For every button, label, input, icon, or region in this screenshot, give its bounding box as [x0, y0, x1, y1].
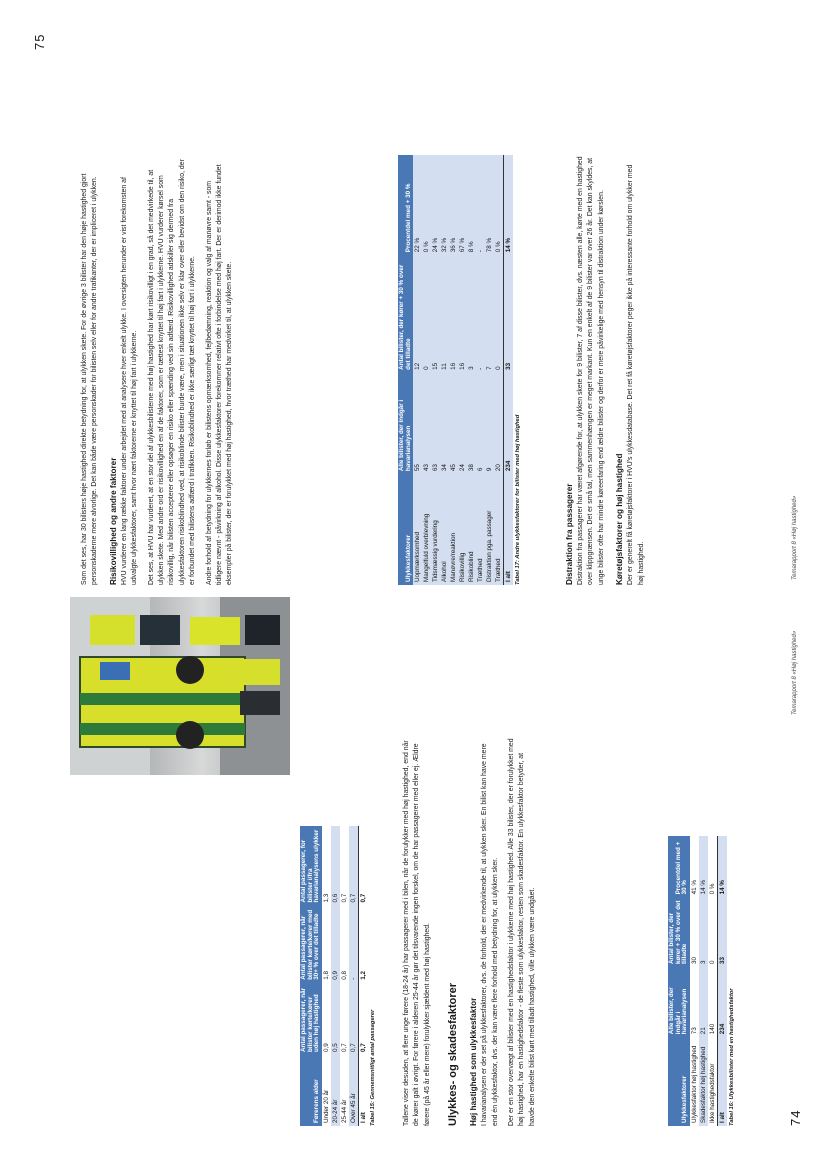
table-row	[422, 155, 431, 585]
table-header: Antal bilister, der kører + 30 % over det tilladte	[668, 897, 690, 967]
table-cell: 34	[440, 373, 449, 474]
table-total-row	[358, 826, 368, 1126]
table-row	[322, 826, 331, 1126]
table-cell: 0,7	[349, 983, 359, 1055]
table-cell: 0,8	[340, 971, 348, 980]
passenger-table	[300, 826, 368, 1126]
table-cell: 234	[717, 967, 727, 1037]
table-row	[708, 836, 718, 1126]
other-factors-table	[398, 155, 513, 585]
table-caption: Tabel 17: Andre ulykkesfaktorer for bilister med høj hastighed	[515, 414, 522, 585]
table-cell: 0,5	[331, 983, 340, 1055]
table-cell: 55	[413, 373, 422, 474]
table-cell: Manøvre/reaktion	[449, 474, 458, 585]
table-header: Ulykkesfaktorer	[668, 1037, 690, 1126]
table-cell: 73	[690, 1027, 698, 1035]
table-cell: Mangelfuld overblevning	[422, 474, 431, 585]
table-cell: 9	[485, 373, 494, 474]
table-row	[431, 155, 440, 585]
table-header: Antal bilister, der kører + 30 % over det tilladte	[398, 255, 413, 373]
table-cell: 21	[699, 967, 708, 1037]
table-cell: 0	[494, 255, 504, 373]
table-row	[699, 836, 708, 1126]
table-cell: 15	[431, 255, 440, 373]
table-cell: Ulykkesfaktor høj hastighed	[690, 1045, 698, 1123]
table-row	[349, 826, 359, 1126]
table-cell: 0,7	[358, 983, 368, 1055]
table-cell: 140	[708, 1023, 716, 1035]
table-cell: 0,7	[340, 893, 348, 903]
ambulance-photo	[70, 597, 290, 775]
hastighedsfaktor-table	[668, 836, 727, 1126]
table-cell: 78 %	[485, 155, 494, 255]
table-total-row	[504, 155, 514, 585]
table-header: Antal passagerer, når bilister kørte/kører med 30+ % over det tilladte	[300, 906, 322, 983]
left-body-text	[402, 738, 544, 1126]
table-total-row	[717, 836, 727, 1126]
paragraph: I havarianalysen er der set på ulykkesfaktorer, dvs. de forhold, der er medvirkende til, at ulykken sker. En bilist kan have mere end én ulykkesfaktor, dvs. der kan være flere forhold med betydning for, at ulykken sker.	[481, 743, 499, 1126]
table-cell: 14 %	[504, 155, 514, 255]
table-15	[300, 826, 376, 1126]
table-cell: Distraktion pga. passager	[485, 474, 494, 585]
paragraph: Som det ses, har 30 bilisters høje hastighed direkte betydning for, at ulykken skete. For de øvrige 3 bilister har den høje hastighed gjort personskaderne mere alvorlige. Det kan både være personskader for bilisten selv eller for andre trafikanter, der er impliceret i ulykken.	[81, 173, 99, 585]
table-cell: 43	[422, 373, 431, 474]
table-17	[398, 155, 521, 585]
table-row	[690, 836, 699, 1126]
right-body-text	[80, 155, 242, 585]
table-cell: 0,7	[340, 1043, 348, 1053]
table-cell: Tidsmæssig vurdering	[431, 474, 440, 585]
table-header: Ulykkesfaktorer	[398, 474, 413, 585]
subheading: Høj hastighed som ulykkesfaktor	[469, 997, 479, 1126]
table-row	[440, 155, 449, 585]
page-number: 74	[788, 1109, 803, 1126]
table-row	[494, 155, 504, 585]
table-cell: 0,7	[358, 826, 368, 906]
table-cell: 0 %	[708, 883, 716, 895]
table-cell: 0	[422, 255, 431, 373]
table-cell: -	[476, 255, 485, 373]
table-header: Antal passagerer, når bilister kørte/kører uden høj hastighed	[300, 983, 322, 1055]
table-cell: 16	[449, 255, 458, 373]
table-cell: 6	[476, 373, 485, 474]
table-cell: 1,8	[322, 971, 330, 980]
table-caption: Tabel 15: Gennemsnitligt antal passagerer	[369, 1009, 376, 1126]
table-cell: 25-44 år	[340, 1099, 348, 1123]
table-cell: 41 %	[690, 880, 698, 895]
section-heading: Ulykkes- og skadesfaktorer	[447, 982, 460, 1126]
table-16	[668, 836, 735, 1126]
table-cell: 3	[467, 255, 476, 373]
paragraph: Der er en stor overvægt af bilister med en hastighedsfaktor i ulykkerne med høj hastighed. Alle 33 bilister, der er forulykket med høj hastighed, har en hastighedsfaktor - de fleste som ulykkesfaktor, resten som skadesfaktor. En ulykkesfaktor betyder, at havde den enkelte bilist kørt med tilladt hastighed, ville ulykken være undgået.	[508, 738, 536, 1126]
table-header-row	[300, 826, 322, 1126]
table-cell: Risikovillig	[458, 474, 467, 585]
table-cell: 20	[494, 373, 504, 474]
table-cell: 22 %	[413, 155, 422, 255]
table-cell: 32 %	[440, 155, 449, 255]
table-cell: Over 45 år	[349, 1055, 359, 1126]
subheading: Distraktion fra passagerer	[565, 483, 574, 585]
table-caption: Tabel 16: Ulykkesbilister med en hastighedsfaktor	[728, 988, 735, 1126]
paragraph: Andre forhold af betydning for ulykkernes forløb er bilistens opmærksomhed, fejlbedømning, reaktion og valg af manøvre samt - som tidligere nævnt - påvirkning af alkohol. Disse ulykkesfaktorer forekommer relativt ofte i forbindelse med høj fart. Der er derimod ikke fundet eksempler på bilister, der er forulykket med høj hastighed, hvor træthed har medvirket til, at ulykken skete.	[205, 164, 234, 585]
table-cell: 67 %	[458, 155, 467, 255]
ambulance-scene-graphic	[70, 597, 290, 775]
table-cell: 63	[431, 373, 440, 474]
table-cell: Træthed	[476, 474, 485, 585]
page-number: 75	[32, 33, 47, 50]
table-cell: I alt	[358, 1055, 368, 1126]
table-cell: 11	[440, 255, 449, 373]
subheading: Risikovillighed og andre faktorer	[108, 457, 118, 585]
table-cell: I alt	[717, 1037, 727, 1126]
table-cell: 7	[485, 255, 494, 373]
table-row	[449, 155, 458, 585]
table-cell: 0,9	[322, 1043, 330, 1053]
table-header: Antal passagerer, for bilister i/fra havarianalysens ulykker	[300, 826, 322, 906]
table-cell: 8 %	[467, 155, 476, 255]
table-row	[331, 826, 340, 1126]
table-cell: Træthed	[494, 474, 504, 585]
table-cell: 33	[504, 255, 514, 373]
table-cell: -	[476, 155, 485, 255]
paragraph: Der er generelt få køretøjsfaktorer i HVU's ulykkesdatabase. Det ret få køretøjsfaktorer peger ikke på interessante forhold om ulykker med høj hastighed.	[627, 164, 645, 585]
table-header: Førerens alder	[300, 1055, 322, 1126]
table-cell: 20-24 år	[331, 1055, 340, 1126]
table-cell: 12	[413, 255, 422, 373]
paragraph: Distraktion fra passagerer har været afgørende for, at ulykken skete for 9 bilister, 7 af disse bilister, dvs. næsten alle, kørte med en hastighed over klippgrænsen. Det er små tal, men sammenhængen er meget markant. Kun en enkelt af de 9 bilister var over 26 år. Det kan skyldes, at unge bilister ofte har mindre køreerfaring end ældre bilister og derfor er mere påvirkelige med hensyn til distraktion under kørslen.	[577, 156, 605, 585]
table-cell: 1,3	[322, 893, 330, 903]
table-cell: Uopmærksomhed	[413, 474, 422, 585]
table-header-row	[668, 836, 690, 1126]
table-cell: I alt	[504, 474, 514, 585]
table-cell: Risikoblind	[467, 474, 476, 585]
table-header-row	[398, 155, 413, 585]
table-cell: 36 %	[449, 155, 458, 255]
paragraph: Det ses, at HVU har vurderet, at en stor del af ulykkesbilisterne med høj hastighed har kørt risikovilligt i en grad, så det medvirkede til, at ulykken skete. Med andre ord er risikovillighed en af de faktorer, som er tættest knyttet til høj fart i ulykkerne. HVU vurderer kørsel som risikovillig, når bilisten accepterer eller opsøger en risiko eller spænding ved sin adfærd. Risikovillighed adskiller sig dermed fra ulykkesfaktoren risikoblindhed ved, at risikoblinde bilister burde være, men i situationen ikke selv er klar over eller bevidst om den risiko, der er forbundet med bilistens adfærd i trafikken. Risikoblindhed er ikke særligt tæt knyttet til høj fart i ulykkerne.	[147, 159, 197, 585]
table-cell: 33	[717, 897, 727, 967]
paragraph: HVU vurderer en lang række faktorer under arbejdet med at analysere hver enkelt ulykke. I oversigten herunder er vist forekomsten af udvalgte ulykkesfaktorer, samt hvor nært faktorerne er knyttet til høj fart i ulykkerne.	[120, 177, 139, 585]
table-header: Alle bilister, der indgår i havarianalysen	[398, 373, 413, 474]
page-footer: Temarapport 8 «Høj hastighed»	[792, 495, 798, 580]
table-cell: 0,6	[331, 826, 340, 906]
table-row	[485, 155, 494, 585]
table-row	[413, 155, 422, 585]
table-row	[467, 155, 476, 585]
table-header: Alle bilister, der indgår i havarianalysen	[668, 967, 690, 1037]
table-cell: 14 %	[717, 836, 727, 897]
table-cell: 1,2	[358, 906, 368, 983]
table-cell: 0 %	[422, 155, 431, 255]
table-row	[476, 155, 485, 585]
table-cell: 0,9	[331, 906, 340, 983]
page-footer: Temarapport 8 «Høj hastighed»	[792, 630, 798, 715]
table-cell: 24 %	[431, 155, 440, 255]
table-cell: Under 20 år	[322, 1089, 330, 1123]
table-cell: 45	[449, 373, 458, 474]
table-cell: Alkohol	[440, 474, 449, 585]
table-header: Procentdel med + 30 %	[398, 155, 413, 255]
table-row	[458, 155, 467, 585]
right-body-text-lower	[565, 155, 653, 585]
table-cell: -	[349, 906, 359, 983]
table-cell: Skadesfaktor høj hastighed	[699, 1037, 708, 1126]
table-cell: 0	[708, 960, 716, 964]
table-cell: 30	[690, 956, 698, 964]
table-cell: 3	[699, 897, 708, 967]
subheading: Køretøjsfaktorer og høj hastighed	[615, 453, 625, 585]
table-cell: 14 %	[699, 836, 708, 897]
left-page	[0, 585, 827, 1170]
table-cell: 0 %	[494, 155, 504, 255]
table-cell: 24	[458, 373, 467, 474]
table-cell: Ikke hastighedsfaktor	[708, 1063, 716, 1123]
table-header: Procentdel med + 30 %	[668, 836, 690, 897]
paragraph: Tallene viser desuden, at flere unge førere (18-24 år) har passagerer med i bilen, når de forulykker med høj hastighed, end når de kører galt i øvrigt. For førere i alderen 25-44 år gør det tilsvarende ingen forskel, om de har passagerer med eller ej. Ældre førere (på 45 år eller mere) forulykker sjældent med høj hastighed.	[403, 740, 431, 1126]
table-cell: 0,7	[349, 826, 359, 906]
table-cell: 16	[458, 255, 467, 373]
table-cell: 38	[467, 373, 476, 474]
table-cell: 234	[504, 373, 514, 474]
table-row	[340, 826, 349, 1126]
